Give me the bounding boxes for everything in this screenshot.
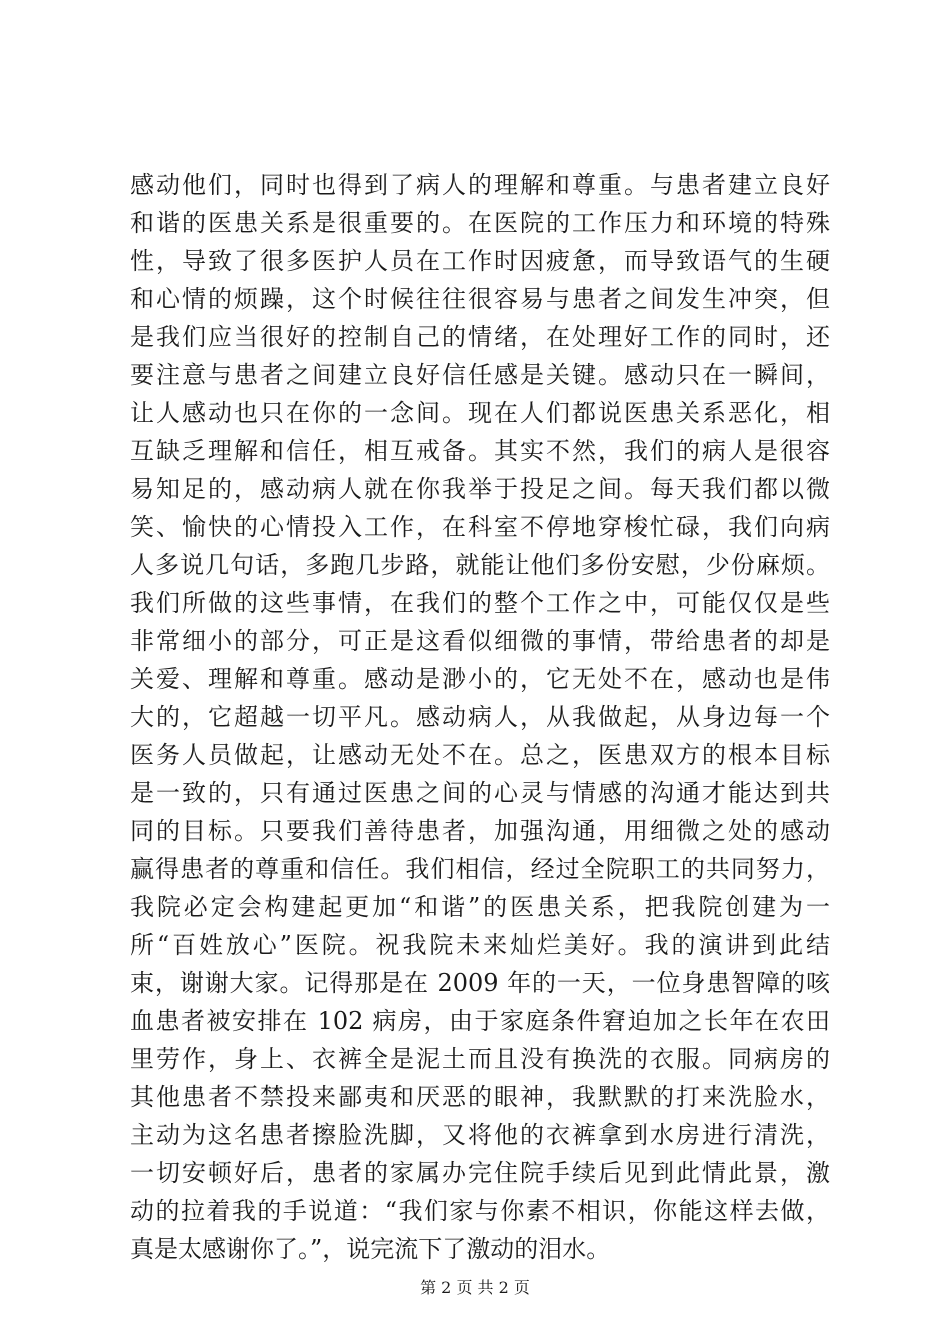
text-line: 笑、愉快的心情投入工作，在科室不停地穿梭忙碌，我们向病 — [130, 513, 830, 541]
text-line: 让人感动也只在你的一念间。现在人们都说医患关系恶化，相 — [130, 399, 830, 427]
text-line: 我们所做的这些事情，在我们的整个工作之中，可能仅仅是些 — [130, 589, 830, 617]
text-line: 所“百姓放心”医院。祝我院未来灿烂美好。我的演讲到此结 — [130, 931, 830, 959]
body-text — [130, 166, 830, 1268]
text-line: 我院必定会构建起更加“和谐”的医患关系，把我院创建为一 — [130, 893, 830, 921]
text-line: 束，谢谢大家。记得那是在 2009 年的一天，一位身患智障的咳 — [130, 969, 830, 997]
text-line: 易知足的，感动病人就在你我举于投足之间。每天我们都以微 — [130, 475, 830, 503]
text-line: 同的目标。只要我们善待患者，加强沟通，用细微之处的感动 — [130, 817, 830, 845]
text-line: 大的，它超越一切平凡。感动病人，从我做起，从身边每一个 — [130, 703, 830, 731]
text-line: 和心情的烦躁，这个时候往往很容易与患者之间发生冲突，但 — [130, 285, 830, 313]
text-line: 其他患者不禁投来鄙夷和厌恶的眼神，我默默的打来洗脸水， — [130, 1083, 830, 1111]
text-line: 要注意与患者之间建立良好信任感是关键。感动只在一瞬间， — [130, 361, 830, 389]
text-line: 一切安顿好后，患者的家属办完住院手续后见到此情此景，激 — [130, 1159, 830, 1187]
text-line: 真是太感谢你了。”，说完流下了激动的泪水。 — [130, 1235, 611, 1263]
text-line: 医务人员做起，让感动无处不在。总之，医患双方的根本目标 — [130, 741, 830, 769]
text-line: 赢得患者的尊重和信任。我们相信，经过全院职工的共同努力， — [130, 855, 830, 883]
text-line: 动的拉着我的手说道：“我们家与你素不相识，你能这样去做， — [130, 1197, 830, 1225]
text-line: 性，导致了很多医护人员在工作时因疲惫，而导致语气的生硬 — [130, 247, 830, 275]
text-line: 互缺乏理解和信任，相互戒备。其实不然，我们的病人是很容 — [130, 437, 830, 465]
text-line: 关爱、理解和尊重。感动是渺小的，它无处不在，感动也是伟 — [130, 665, 830, 693]
text-line: 人多说几句话，多跑几步路，就能让他们多份安慰，少份麻烦。 — [130, 551, 830, 579]
text-line: 和谐的医患关系是很重要的。在医院的工作压力和环境的特殊 — [130, 209, 830, 237]
text-line: 非常细小的部分，可正是这看似细微的事情，带给患者的却是 — [130, 627, 830, 655]
text-line: 主动为这名患者擦脸洗脚，又将他的衣裤拿到水房进行清洗， — [130, 1121, 830, 1149]
page-footer: 第 2 页 共 2 页 — [420, 1278, 530, 1297]
text-line: 是我们应当很好的控制自己的情绪，在处理好工作的同时，还 — [130, 323, 830, 351]
text-line: 是一致的，只有通过医患之间的心灵与情感的沟通才能达到共 — [130, 779, 830, 807]
text-line: 感动他们，同时也得到了病人的理解和尊重。与患者建立良好 — [130, 171, 830, 199]
text-line: 血患者被安排在 102 病房，由于家庭条件窘迫加之长年在农田 — [130, 1007, 830, 1035]
text-line: 里劳作，身上、衣裤全是泥土而且没有换洗的衣服。同病房的 — [130, 1045, 830, 1073]
